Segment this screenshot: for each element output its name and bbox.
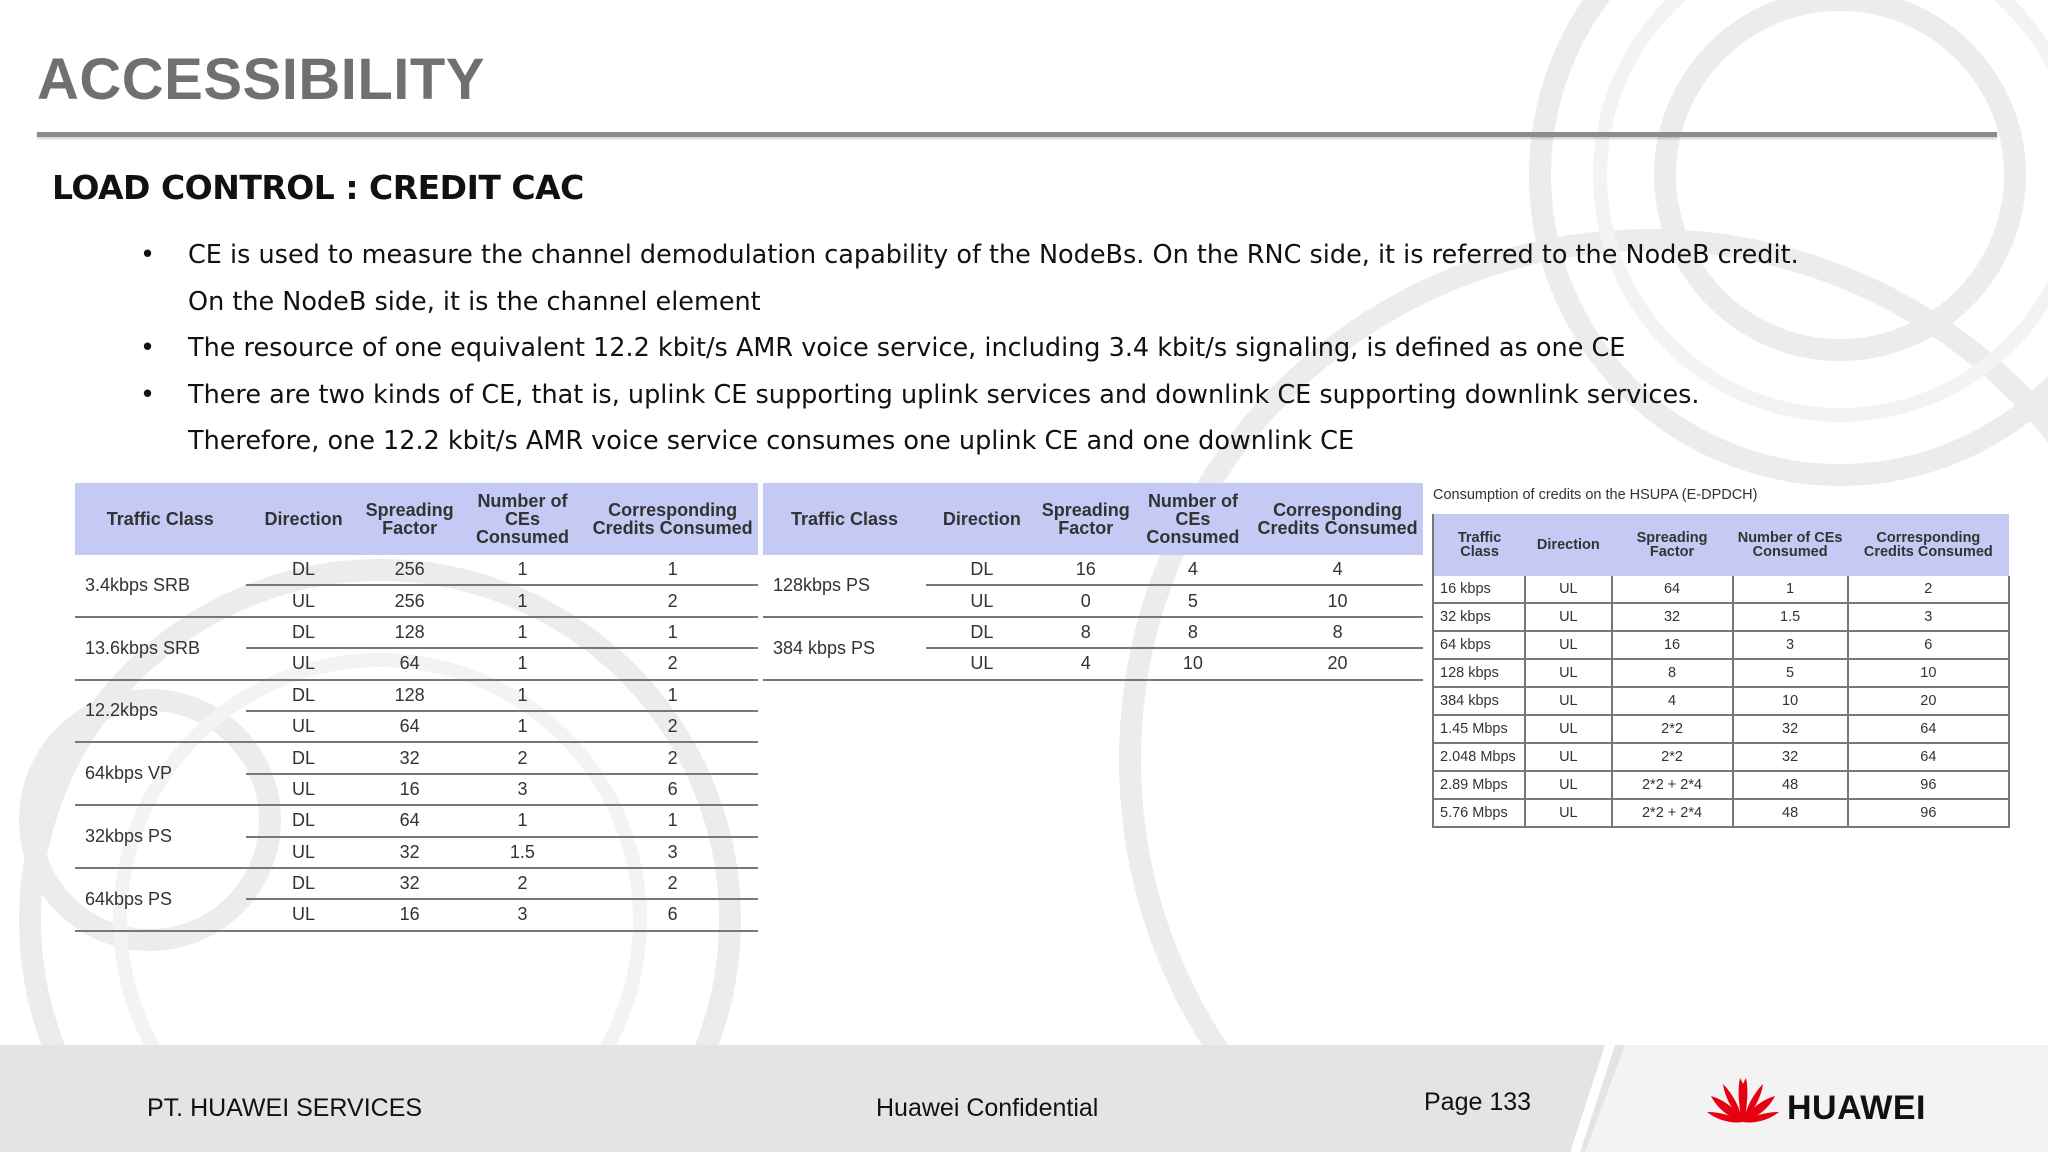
hsupa-credit-table (1432, 514, 2010, 828)
bullet-item: • CE is used to measure the channel demodulation capability of the NodeBs. On the RNC side, it is referred to the NodeB credit. On the NodeB side, it is the channel element (140, 232, 1810, 325)
bullet-dot-icon: • (140, 379, 156, 410)
table-row: 2.89 Mbps UL 2*2 + 2*4 48 96 (1433, 771, 2009, 799)
table-row: UL 0 5 10 (763, 585, 1423, 616)
bullet-dot-icon: • (140, 240, 156, 270)
table-row: 5.76 Mbps UL 2*2 + 2*4 48 96 (1433, 799, 2009, 827)
bullet-dot-icon: • (140, 333, 156, 363)
table-row: UL 16 3 6 (75, 774, 758, 805)
section-subtitle: LOAD CONTROL : CREDIT CAC (52, 168, 584, 207)
col-header: Corresponding Credits Consumed (587, 483, 758, 555)
huawei-logo-text: HUAWEI (1787, 1089, 1926, 1127)
table-row: 64kbps VP DL 32 2 2 (75, 742, 758, 773)
col-header: Corresponding Credits Consumed (1252, 483, 1423, 555)
col-header: Direction (1525, 514, 1611, 576)
table-row: 1.45 Mbps UL 2*2 32 64 (1433, 715, 2009, 743)
col-header: Traffic Class (1433, 514, 1525, 576)
table-row: 32kbps PS DL 64 1 1 (75, 805, 758, 836)
table-row: 12.2kbps DL 128 1 1 (75, 680, 758, 711)
table-row: UL 64 1 2 (75, 711, 758, 742)
footer-confidential: Huawei Confidential (876, 1094, 1099, 1122)
col-header: Traffic Class (75, 483, 246, 555)
table-row: 3.4kbps SRB DL 256 1 1 (75, 555, 758, 585)
col-header: Number of CEs Consumed (1733, 514, 1848, 576)
page-title: ACCESSIBILITY (37, 47, 485, 112)
table-row: UL 32 1.5 3 (75, 837, 758, 868)
bullet-item: • There are two kinds of CE, that is, uplink CE supporting uplink services and downlink CE supporting downlink services. Therefore, one 12.2 kbit/s AMR voice service consumes one uplink CE and one downlink CE (140, 372, 1810, 465)
table-row: UL 16 3 6 (75, 899, 758, 930)
col-header: Spreading Factor (1038, 483, 1134, 555)
ce-credit-table-2 (763, 483, 1423, 681)
col-header: Spreading Factor (1612, 514, 1733, 576)
table-row: UL 64 1 2 (75, 648, 758, 679)
table-row: 13.6kbps SRB DL 128 1 1 (75, 617, 758, 648)
col-header: Spreading Factor (362, 483, 458, 555)
col-header: Corresponding Credits Consumed (1848, 514, 2009, 576)
bullet-item: • The resource of one equivalent 12.2 kbit/s AMR voice service, including 3.4 kbit/s signaling, is defined as one CE (140, 325, 1810, 372)
col-header: Direction (926, 483, 1038, 555)
hsupa-table-caption: Consumption of credits on the HSUPA (E-DPDCH) (1433, 487, 1758, 503)
footer-company: PT. HUAWEI SERVICES (147, 1094, 423, 1122)
table-row: 2.048 Mbps UL 2*2 32 64 (1433, 743, 2009, 771)
table-row: 384 kbps PS DL 8 8 8 (763, 617, 1423, 648)
table-row: 128kbps PS DL 16 4 4 (763, 555, 1423, 585)
table-row: 384 kbps UL 4 10 20 (1433, 687, 2009, 715)
col-header: Direction (246, 483, 362, 555)
page-number: Page 133 (1424, 1088, 1532, 1116)
col-header: Number of CEs Consumed (1134, 483, 1252, 555)
table-row: 64 kbps UL 16 3 6 (1433, 631, 2009, 659)
table-row: UL 256 1 2 (75, 585, 758, 616)
ce-credit-table-1 (75, 483, 758, 932)
title-divider (37, 132, 1997, 137)
bullet-list (140, 232, 1810, 465)
table-row: 32 kbps UL 32 1.5 3 (1433, 603, 2009, 631)
table-row: UL 4 10 20 (763, 648, 1423, 679)
table-row: 128 kbps UL 8 5 10 (1433, 659, 2009, 687)
table-row: 64kbps PS DL 32 2 2 (75, 868, 758, 899)
col-header: Number of CEs Consumed (458, 483, 588, 555)
col-header: Traffic Class (763, 483, 926, 555)
table-row: 16 kbps UL 64 1 2 (1433, 576, 2009, 603)
